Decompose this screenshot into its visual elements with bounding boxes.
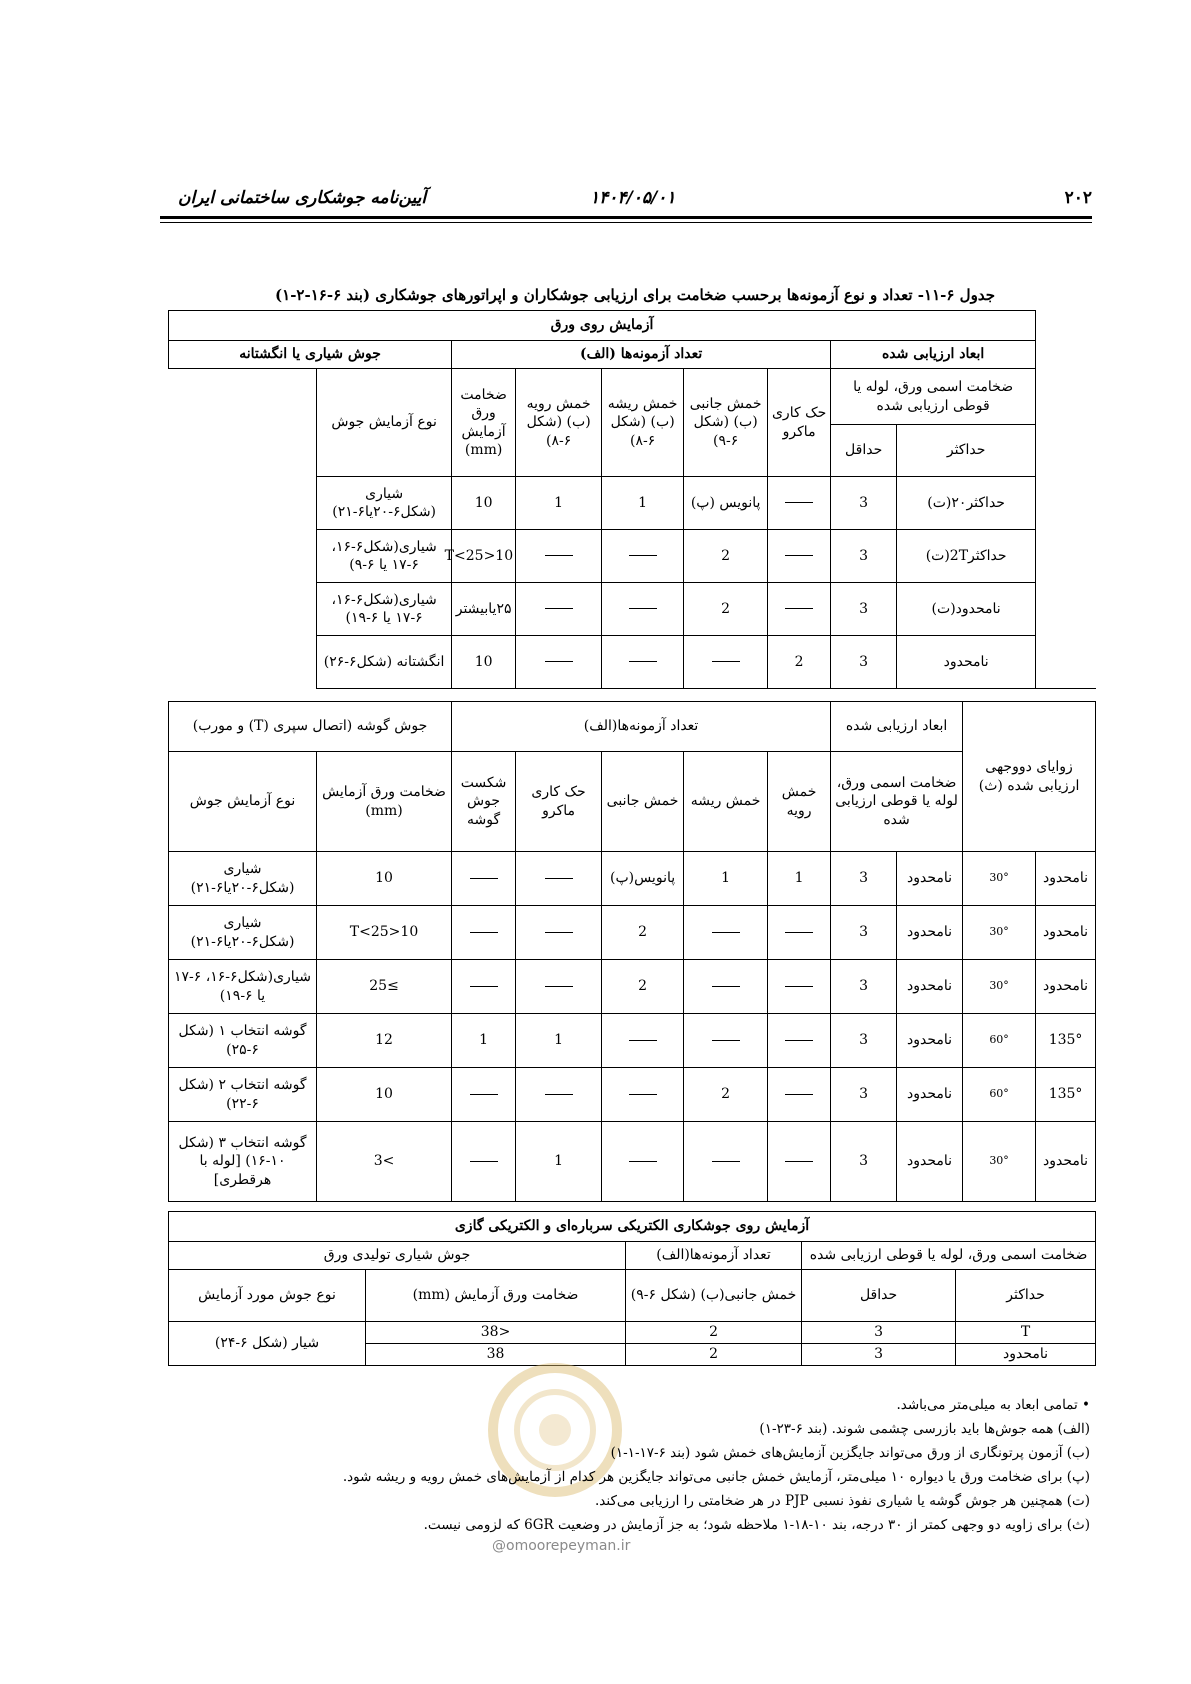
header-dims: ابعاد ارزیابی شده xyxy=(831,341,1036,369)
cell-max: حداکثر2T(ت) xyxy=(897,530,1036,583)
header-fillet-break: شکست جوش گوشه xyxy=(452,752,516,852)
dash-mark xyxy=(470,986,498,987)
header-side-bend: خمش جانبی (ب) (شکل ۶-۹) xyxy=(684,369,768,477)
cell-thickness: ۲۵یابیشتر xyxy=(452,583,516,636)
dash-mark xyxy=(545,986,573,987)
cell-side: 2 xyxy=(684,530,768,583)
dash-mark xyxy=(470,932,498,933)
dash-mark xyxy=(545,608,573,609)
header-count: تعداد آزمونه‌ها(الف) xyxy=(626,1242,802,1270)
dash-mark xyxy=(545,555,573,556)
cell-side xyxy=(602,1014,684,1068)
cell-side: پانویس(پ) xyxy=(602,852,684,906)
header-max: حداکثر xyxy=(897,425,1036,477)
cell-break: 1 xyxy=(452,1014,516,1068)
dash-mark xyxy=(712,986,740,987)
table-row xyxy=(169,583,1096,636)
dash-mark xyxy=(785,608,813,609)
header-thickness: ضخامت ورق آزمایش (mm) xyxy=(452,369,516,477)
cell-side xyxy=(602,1068,684,1122)
cell-thickness: 10 xyxy=(452,477,516,530)
cell-face xyxy=(768,1122,831,1202)
cell-macro: 1 xyxy=(516,1122,602,1202)
table-row xyxy=(169,636,1096,689)
cell-side xyxy=(602,1122,684,1202)
cell-type: گوشه انتخاب ۳ (شکل ۱۰-۱۶) [لوله با هرقطری] xyxy=(169,1122,317,1202)
header-rule xyxy=(160,216,1092,219)
fillet-table xyxy=(168,701,1096,1202)
cell-nom-max: نامحدود xyxy=(897,1014,963,1068)
cell-macro xyxy=(516,852,602,906)
cell-macro xyxy=(768,477,831,530)
dash-mark xyxy=(629,661,657,662)
cell-max: نامحدود xyxy=(897,636,1036,689)
header-side-bend: خمش جانبی xyxy=(602,752,684,852)
cell-break xyxy=(452,1068,516,1122)
cell-thickness: ≥25 xyxy=(317,960,452,1014)
dash-mark xyxy=(470,878,498,879)
cell-nom-max: نامحدود xyxy=(897,852,963,906)
dash-mark xyxy=(712,1161,740,1162)
cell-nom-min: 3 xyxy=(831,1068,897,1122)
cell-side: 2 xyxy=(626,1322,802,1344)
cell-root xyxy=(684,1014,768,1068)
note-line: (پ) برای ضخامت ورق یا دیواره ۱۰ میلی‌متر، آزمایش خمش جانبی می‌تواند جایگزین هر کدام از آزمایش‌های خمش رویه و ریشه شود. xyxy=(342,1469,1090,1485)
dash-mark xyxy=(785,986,813,987)
table-row xyxy=(169,960,1096,1014)
header-min: حداقل xyxy=(802,1270,956,1322)
cell-thickness: >3 xyxy=(317,1122,452,1202)
dash-mark xyxy=(712,661,740,662)
cell-face xyxy=(768,1014,831,1068)
table-caption: جدول ۶-۱۱- تعداد و نوع آزمونه‌ها برحسب ضخامت برای ارزیابی جوشکاران و اپراتورهای جوشکاری (بند ۶-۱۶-۲-۱) xyxy=(275,286,995,304)
cell-thickness: 10 xyxy=(317,1068,452,1122)
dash-mark xyxy=(785,1040,813,1041)
dash-mark xyxy=(785,1094,813,1095)
dash-mark xyxy=(629,555,657,556)
table-row xyxy=(169,906,1096,960)
cell-side: 2 xyxy=(602,906,684,960)
cell-nom-min: 3 xyxy=(831,1122,897,1202)
cell-macro: 1 xyxy=(516,1014,602,1068)
cell-macro xyxy=(516,960,602,1014)
cell-face xyxy=(768,906,831,960)
cell-thickness: 10<T<25 xyxy=(317,906,452,960)
cell-angle-b: 60° xyxy=(963,1068,1036,1122)
cell-type: شیاری (شکل۶-۲۰یا۶-۲۱) xyxy=(169,852,317,906)
cell-type: انگشتانه (شکل۶-۲۶) xyxy=(317,636,452,689)
cell-type: گوشه انتخاب ۲ (شکل ۶-۲۲) xyxy=(169,1068,317,1122)
header-groove-plug: جوش شیاری یا انگشتانه xyxy=(169,341,452,369)
cell-angle-b: 30° xyxy=(963,852,1036,906)
cell-root xyxy=(602,583,684,636)
cell-min: 3 xyxy=(831,477,897,530)
dash-mark xyxy=(545,878,573,879)
watermark-url: @omoorepeyman.ir xyxy=(492,1538,631,1554)
header-side-bend: خمش جانبی(ب) (شکل ۶-۹) xyxy=(626,1270,802,1322)
page-number: ۲۰۲ xyxy=(1064,188,1092,208)
cell-min: 3 xyxy=(831,530,897,583)
dash-mark xyxy=(470,1161,498,1162)
cell-nom-max: نامحدود xyxy=(897,1068,963,1122)
cell-face xyxy=(516,583,602,636)
cell-root xyxy=(684,1122,768,1202)
cell-face xyxy=(768,960,831,1014)
header-nominal: ضخامت اسمی ورق، لوله یا قوطی ارزیابی شده xyxy=(802,1242,1096,1270)
header-max: حداکثر xyxy=(956,1270,1096,1322)
cell-min: 3 xyxy=(802,1322,956,1344)
note-line: (ت) همچنین هر جوش گوشه یا شیاری نفوذ نسبی PJP در هر ضخامتی را ارزیابی می‌کند. xyxy=(595,1493,1090,1509)
cell-type: شیاری (شکل۶-۲۰یا۶-۲۱) xyxy=(169,906,317,960)
note-line: (ث) برای زاویه دو وجهی کمتر از ۳۰ درجه، بند ۱۰-۱۸-۱ ملاحظه شود؛ به جز آزمایش در وضعیت 6GR که لزومی نیست. xyxy=(423,1517,1090,1533)
cell-nom-max: نامحدود xyxy=(897,906,963,960)
dash-mark xyxy=(545,932,573,933)
header-fillet: جوش گوشه (اتصال سپری (T) و مورب) xyxy=(169,702,452,752)
cell-thickness: 10 xyxy=(452,636,516,689)
cell-angle-b: 30° xyxy=(963,960,1036,1014)
cell-root: 1 xyxy=(602,477,684,530)
dash-mark xyxy=(712,932,740,933)
cell-angle-a: نامحدود xyxy=(1036,852,1096,906)
cell-angle-a: نامحدود xyxy=(1036,906,1096,960)
header-root-bend: خمش ریشه xyxy=(684,752,768,852)
cell-type: شیاری(شکل۶-۱۶، ۶-۱۷ یا ۶-۱۹) xyxy=(169,960,317,1014)
empty-corner-cell xyxy=(1036,311,1096,689)
header-thickness: ضخامت ورق آزمایش (mm) xyxy=(317,752,452,852)
cell-root xyxy=(684,960,768,1014)
cell-min: 3 xyxy=(802,1344,956,1366)
dash-mark xyxy=(545,661,573,662)
table-row xyxy=(169,852,1096,906)
cell-max: نامحدود(ت) xyxy=(897,583,1036,636)
cell-face xyxy=(768,1068,831,1122)
header-weld-type: نوع آزمایش جوش xyxy=(317,369,452,477)
cell-max: حداکثر۲۰(ت) xyxy=(897,477,1036,530)
cell-break xyxy=(452,1122,516,1202)
header-date: ۱۴۰۴/۰۵/۰۱ xyxy=(590,188,676,208)
cell-max: T xyxy=(956,1322,1096,1344)
cell-macro xyxy=(516,906,602,960)
cell-macro xyxy=(768,583,831,636)
cell-nom-min: 3 xyxy=(831,960,897,1014)
header-min: حداقل xyxy=(831,425,897,477)
dash-mark xyxy=(712,1040,740,1041)
cell-side: پانویس (پ) xyxy=(684,477,768,530)
cell-angle-b: 30° xyxy=(963,906,1036,960)
cell-angle-a: نامحدود xyxy=(1036,960,1096,1014)
cell-face xyxy=(516,530,602,583)
cell-root: 2 xyxy=(684,1068,768,1122)
cell-min: 3 xyxy=(831,636,897,689)
cell-face xyxy=(516,636,602,689)
dash-mark xyxy=(629,1040,657,1041)
cell-macro xyxy=(516,1068,602,1122)
cell-root xyxy=(602,636,684,689)
dash-mark xyxy=(470,1094,498,1095)
dash-mark xyxy=(785,1161,813,1162)
dash-mark xyxy=(629,1094,657,1095)
cell-side: 2 xyxy=(602,960,684,1014)
cell-angle-a: 135° xyxy=(1036,1068,1096,1122)
header-production-groove: جوش شیاری تولیدی ورق xyxy=(169,1242,626,1270)
cell-thickness: 10<T<25 xyxy=(452,530,516,583)
header-nominal: ضخامت اسمی ورق، لوله یا قوطی ارزیابی شده xyxy=(831,369,1036,425)
header-face-bend: خمش رویه (ب) (شکل ۶-۸) xyxy=(516,369,602,477)
dash-mark xyxy=(629,1161,657,1162)
table-row xyxy=(169,1122,1096,1202)
note-line: (الف) همه جوش‌ها باید بازرسی چشمی شوند. (بند ۶-۲۳-۱) xyxy=(759,1421,1090,1437)
header-weld-type: نوع آزمایش جوش xyxy=(169,752,317,852)
cell-type: شیاری(شکل۶-۱۶، ۶-۱۷ یا ۶-۹) xyxy=(317,530,452,583)
dash-mark xyxy=(785,502,813,503)
header-weld-type: نوع جوش مورد آزمایش xyxy=(169,1270,366,1322)
cell-macro xyxy=(768,530,831,583)
cell-root xyxy=(602,530,684,583)
header-macro: حک کاری ماکرو xyxy=(516,752,602,852)
section-title-esw: آزمایش روی جوشکاری الکتریکی سرباره‌ای و الکتریکی گازی xyxy=(169,1212,1096,1242)
cell-root xyxy=(684,906,768,960)
cell-nom-min: 3 xyxy=(831,852,897,906)
qualification-table xyxy=(168,310,1096,689)
cell-type: شیاری (شکل۶-۲۰یا۶-۲۱) xyxy=(317,477,452,530)
cell-angle-a: 135° xyxy=(1036,1014,1096,1068)
page-header xyxy=(160,188,1092,228)
cell-min: 3 xyxy=(831,583,897,636)
dash-mark xyxy=(785,555,813,556)
header-thickness: ضخامت ورق آزمایش (mm) xyxy=(366,1270,626,1322)
cell-macro: 2 xyxy=(768,636,831,689)
header-dims: ابعاد ارزیابی شده xyxy=(831,702,963,752)
cell-angle-a: نامحدود xyxy=(1036,1122,1096,1202)
cell-type: گوشه انتخاب ۱ (شکل ۶-۲۵) xyxy=(169,1014,317,1068)
cell-thickness: 38 xyxy=(366,1344,626,1366)
header-macro: حک کاری ماکرو xyxy=(768,369,831,477)
cell-break xyxy=(452,960,516,1014)
cell-max: نامحدود xyxy=(956,1344,1096,1366)
book-title: آیین‌نامه جوشکاری ساختمانی ایران xyxy=(178,188,427,208)
cell-nom-min: 3 xyxy=(831,1014,897,1068)
cell-break xyxy=(452,906,516,960)
header-root-bend: خمش ریشه (ب) (شکل ۶-۸) xyxy=(602,369,684,477)
cell-root: 1 xyxy=(684,852,768,906)
cell-nom-max: نامحدود xyxy=(897,960,963,1014)
table-row xyxy=(169,1014,1096,1068)
header-rule-thin xyxy=(160,222,1092,223)
header-angles: زوایای دووجهی ارزیابی شده (ث) xyxy=(963,702,1096,852)
header-face-bend: خمش رویه xyxy=(768,752,831,852)
header-nominal: ضخامت اسمی ورق، لوله یا قوطی ارزیابی شده xyxy=(831,752,963,852)
section-title-plate: آزمایش روی ورق xyxy=(169,311,1036,341)
footnotes xyxy=(200,1393,1090,1537)
dash-mark xyxy=(545,1094,573,1095)
cell-side xyxy=(684,636,768,689)
cell-angle-b: 60° xyxy=(963,1014,1036,1068)
cell-thickness: 12 xyxy=(317,1014,452,1068)
cell-side: 2 xyxy=(626,1344,802,1366)
cell-angle-b: 30° xyxy=(963,1122,1036,1202)
cell-thickness: <38 xyxy=(366,1322,626,1344)
dash-mark xyxy=(785,932,813,933)
cell-thickness: 10 xyxy=(317,852,452,906)
table-row xyxy=(169,477,1096,530)
header-count: تعداد آزمونه‌ها (الف) xyxy=(452,341,831,369)
note-line: • تمامی ابعاد به میلی‌متر می‌باشد. xyxy=(896,1397,1090,1413)
table-row xyxy=(169,530,1096,583)
dash-mark xyxy=(629,608,657,609)
cell-nom-max: نامحدود xyxy=(897,1122,963,1202)
note-line: (ب) آزمون پرتونگاری از ورق می‌تواند جایگزین آزمایش‌های خمش شود (بند ۶-۱۷-۱-۱) xyxy=(610,1445,1090,1461)
cell-face: 1 xyxy=(516,477,602,530)
table-row xyxy=(169,1068,1096,1122)
cell-type: شیاری(شکل۶-۱۶، ۶-۱۷ یا ۶-۱۹) xyxy=(317,583,452,636)
header-count: تعداد آزمونه‌ها(الف) xyxy=(452,702,831,752)
cell-break xyxy=(452,852,516,906)
cell-type: شیار (شکل ۶-۲۴) xyxy=(169,1322,366,1366)
cell-face: 1 xyxy=(768,852,831,906)
cell-nom-min: 3 xyxy=(831,906,897,960)
cell-side: 2 xyxy=(684,583,768,636)
